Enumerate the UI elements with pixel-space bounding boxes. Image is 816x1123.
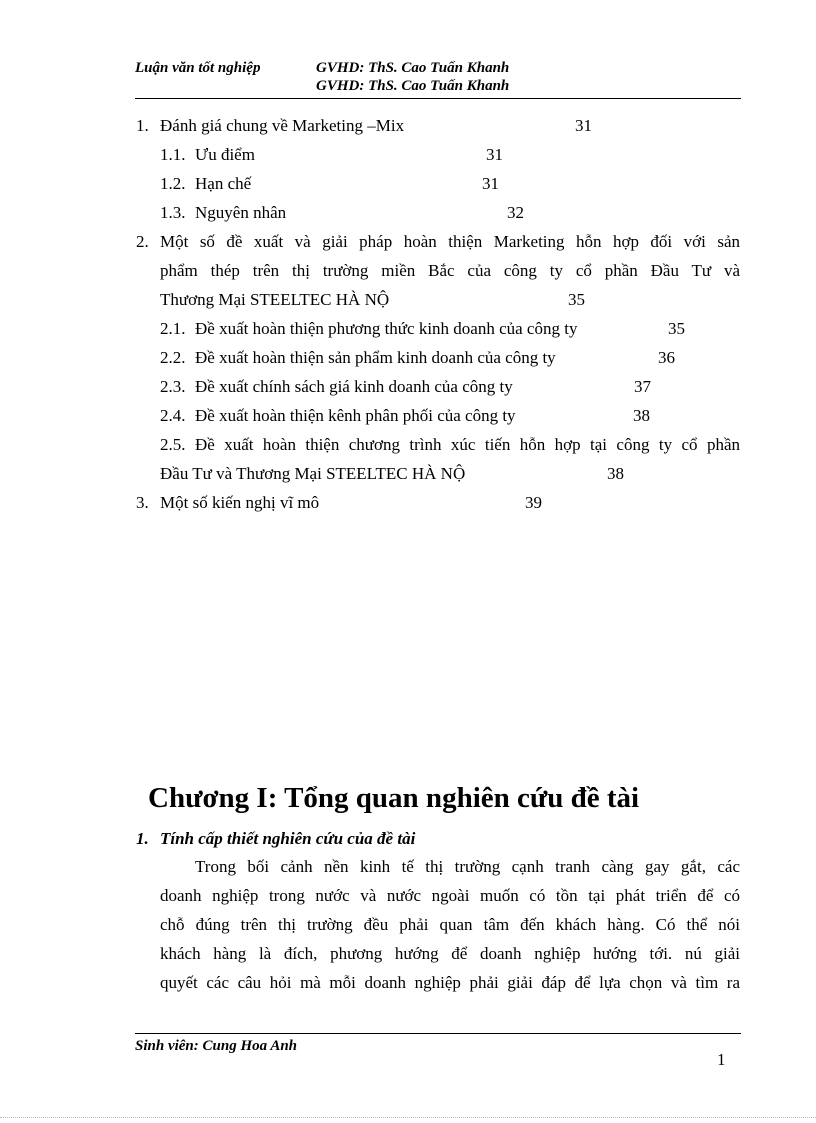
toc-entry-1-page: 31	[575, 116, 592, 135]
toc-entry-2-1-num: 2.1.	[160, 319, 186, 338]
chapter-title: Chương I: Tổng quan nghiên cứu đề tài	[148, 782, 640, 814]
header-advisor-duplicate: GVHD: ThS. Cao Tuấn Khanh	[316, 78, 510, 94]
toc-entry-3-num: 3.	[136, 493, 149, 512]
paragraph-line: quyết các câu hỏi mà mỗi doanh nghiệp phải giải đáp để lựa chọn và tìm ra	[160, 973, 740, 992]
toc-entry-2-2-num: 2.2.	[160, 348, 186, 367]
toc-entry-1-1-page: 31	[486, 145, 503, 164]
toc-entry-2-5-text-line2: Đầu Tư và Thương Mại STEELTEC HÀ NỘ	[160, 464, 466, 483]
toc-entry-2-text-line2: phẩm thép trên thị trường miền Bắc của công ty cổ phần Đầu Tư và	[160, 261, 740, 280]
toc-entry-2-num: 2.	[136, 232, 149, 251]
toc-entry-1-num: 1.	[136, 116, 149, 135]
toc-entry-2-page: 35	[568, 290, 585, 309]
toc-entry-1-3-text: Nguyên nhân	[195, 203, 287, 222]
toc-entry-2-4-page: 38	[633, 406, 650, 425]
toc-entry-1-3-num: 1.3.	[160, 203, 186, 222]
footer-student: Sinh viên: Cung Hoa Anh	[135, 1038, 298, 1054]
paragraph-line: Trong bối cảnh nền kinh tế thị trường cạnh tranh càng gay gắt, các	[195, 857, 740, 876]
toc-entry-2-text-line1: Một số đề xuất và giải pháp hoàn thiện Marketing hỗn hợp đối với sản	[160, 232, 740, 251]
toc-entry-2-5-num: 2.5.	[160, 435, 186, 454]
toc-entry-2-3-num: 2.3.	[160, 377, 186, 396]
toc-entry-2-1-text: Đề xuất hoàn thiện phương thức kinh doanh của công ty	[195, 319, 578, 338]
toc-entry-3-text: Một số kiến nghị vĩ mô	[160, 493, 320, 512]
toc-entry-2-2-text: Đề xuất hoàn thiện sản phẩm kinh doanh của công ty	[195, 348, 556, 367]
paragraph-line: khách hàng là đích, phương hướng để doanh nghiệp hướng tới. nú giải	[160, 944, 740, 963]
footer-divider	[135, 1033, 741, 1034]
header-thesis-label: Luận văn tốt nghiệp	[135, 60, 261, 76]
toc-entry-1-2-text: Hạn chế	[195, 174, 252, 193]
toc-entry-2-3-text: Đề xuất chính sách giá kinh doanh của công ty	[195, 377, 513, 396]
toc-entry-2-5-text-line1: Đề xuất hoàn thiện chương trình xúc tiến hỗn hợp tại công ty cổ phần	[195, 435, 740, 454]
toc-entry-2-5-page: 38	[607, 464, 624, 483]
page-break-line	[0, 1117, 816, 1118]
toc-entry-2-3-page: 37	[634, 377, 651, 396]
paragraph-line: doanh nghiệp trong nước và nước ngoài muốn có tồn tại phát triển để có	[160, 886, 740, 905]
section-title: Tính cấp thiết nghiên cứu của đề tài	[160, 829, 416, 848]
toc-entry-2-2-page: 36	[658, 348, 675, 367]
header-advisor: GVHD: ThS. Cao Tuấn Khanh	[316, 60, 510, 76]
toc-entry-1-1-num: 1.1.	[160, 145, 186, 164]
toc-entry-1-1-text: Ưu điểm	[195, 145, 255, 164]
toc-entry-2-4-num: 2.4.	[160, 406, 186, 425]
toc-entry-2-4-text: Đề xuất hoàn thiện kênh phân phối của công ty	[195, 406, 516, 425]
toc-entry-1-2-page: 31	[482, 174, 499, 193]
page-number: 1	[717, 1050, 726, 1069]
toc-entry-2-text-line3: Thương Mại STEELTEC HÀ NỘ	[160, 290, 390, 309]
toc-entry-1-text: Đánh giá chung về Marketing –Mix	[160, 116, 405, 135]
toc-entry-1-3-page: 32	[507, 203, 524, 222]
header-divider	[135, 98, 741, 99]
section-number: 1.	[136, 829, 149, 848]
toc-entry-1-2-num: 1.2.	[160, 174, 186, 193]
toc-entry-2-1-page: 35	[668, 319, 685, 338]
paragraph-line: chỗ đúng trên thị trường đều phải quan tâm đến khách hàng. Có thể nói	[160, 915, 740, 934]
toc-entry-3-page: 39	[525, 493, 542, 512]
